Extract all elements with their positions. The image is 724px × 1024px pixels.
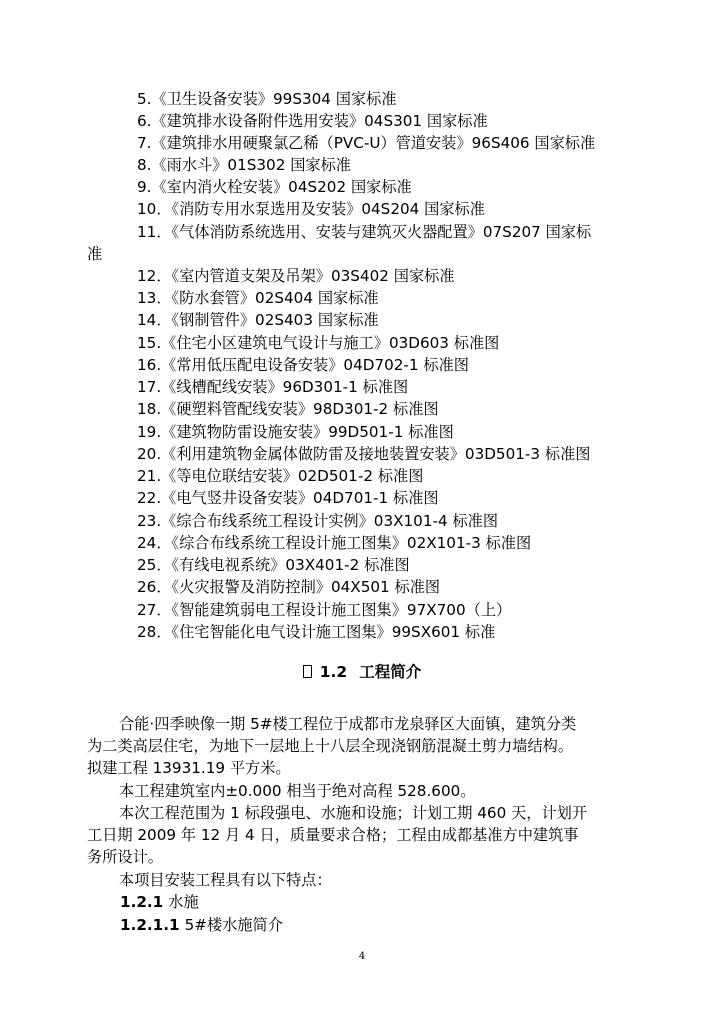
- paragraph-line: 本次工程范围为 1 标段强电、水施和设施；计划工期 460 天，计划开: [119, 804, 588, 822]
- subsection-heading: [120, 914, 283, 936]
- paragraph-line: 为二类高层住宅，为地下一层地上十八层全现浇钢筋混凝土剪力墙结构。: [87, 737, 573, 756]
- reference-item: 9.《室内消火栓安装》04S202 国家标准: [137, 178, 412, 196]
- reference-item: 17.《线槽配线安装》96D301-1 标准图: [137, 378, 409, 396]
- subsection-heading: [120, 891, 199, 913]
- paragraph-line: 本项目安装工程具有以下特点：: [119, 871, 332, 889]
- paragraph-elevation: [87, 780, 647, 802]
- paragraph-line: 合能·四季映像一期 5#楼工程位于成都市龙泉驿区大面镇，建筑分类: [119, 715, 577, 733]
- paragraph-features: [87, 869, 647, 891]
- reference-item-wrap: 准: [87, 245, 103, 263]
- subsection-number: 1.2.1.1: [120, 916, 180, 934]
- reference-item: 21.《等电位联结安装》02D501-2 标准图: [137, 467, 424, 485]
- reference-item: 5.《卫生设备安装》99S304 国家标准: [137, 90, 397, 108]
- reference-item: 28．《住宅智能化电气设计施工图集》99SX601 标准: [137, 623, 496, 641]
- reference-item: 14．《钢制管件》02S403 国家标准: [137, 311, 379, 329]
- section-number: 1.2: [319, 663, 348, 681]
- subsection-title: 5#楼水施简介: [184, 916, 283, 934]
- bullet-box-icon: [303, 665, 312, 678]
- reference-item: 18.《硬塑料管配线安装》98D301-2 标准图: [137, 400, 439, 418]
- reference-item: 6.《建筑排水设备附件选用安装》04S301 国家标准: [137, 112, 488, 130]
- section-heading: [0, 660, 724, 684]
- reference-item: 15.《住宅小区建筑电气设计与施工》03D603 标准图: [137, 334, 500, 352]
- reference-item: 25．《有线电视系统》03X401-2 标准图: [137, 556, 410, 574]
- section-title: 工程简介: [359, 663, 422, 681]
- page-number: 4: [358, 951, 366, 962]
- reference-item: 13．《防水套管》02S404 国家标准: [137, 289, 379, 307]
- reference-item: 24．《综合布线系统工程设计施工图集》02X101-3 标准图: [137, 534, 532, 552]
- subsection-title: 水施: [168, 893, 199, 911]
- paragraph-scope: [87, 802, 647, 869]
- subsection-number: 1.2.1: [120, 893, 164, 911]
- reference-item: 19.《建筑物防雷设施安装》99D501-1 标准图: [137, 423, 454, 441]
- reference-item: 16.《常用低压配电设备安装》04D702-1 标准图: [137, 356, 469, 374]
- paragraph-line: 务所设计。: [87, 848, 163, 867]
- reference-item: 10．《消防专用水泵选用及安装》04S204 国家标准: [137, 200, 485, 218]
- reference-item: 20.《利用建筑物金属体做防雷及接地装置安装》03D501-3 标准图: [137, 445, 591, 463]
- reference-item: 8.《雨水斗》01S302 国家标准: [137, 156, 351, 174]
- reference-item: 7.《建筑排水用硬聚氯乙稀（PVC-U）管道安装》96S406 国家标准: [137, 134, 596, 152]
- reference-item: 12．《室内管道支架及吊架》03S402 国家标准: [137, 267, 455, 285]
- reference-item: 11．《气体消防系统选用、安装与建筑灭火器配置》07S207 国家标: [137, 223, 592, 241]
- reference-item: 26．《火灾报警及消防控制》04X501 标准图: [137, 578, 441, 596]
- paragraph-line: 拟建工程 13931.19 平方米。: [87, 759, 291, 778]
- paragraph-line: 工日期 2009 年 12 月 4 日，质量要求合格；工程由成都基准方中建筑事: [87, 826, 579, 845]
- paragraph-project-overview: [87, 713, 647, 780]
- reference-item: 27．《智能建筑弱电工程设计施工图集》97X700（上）: [137, 601, 512, 619]
- reference-item: 22.《电气竖井设备安装》04D701-1 标准图: [137, 489, 439, 507]
- paragraph-line: 本工程建筑室内±0.000 相当于绝对高程 528.600。: [119, 782, 476, 800]
- reference-item: 23.《综合布线系统工程设计实例》03X101-4 标准图: [137, 512, 499, 530]
